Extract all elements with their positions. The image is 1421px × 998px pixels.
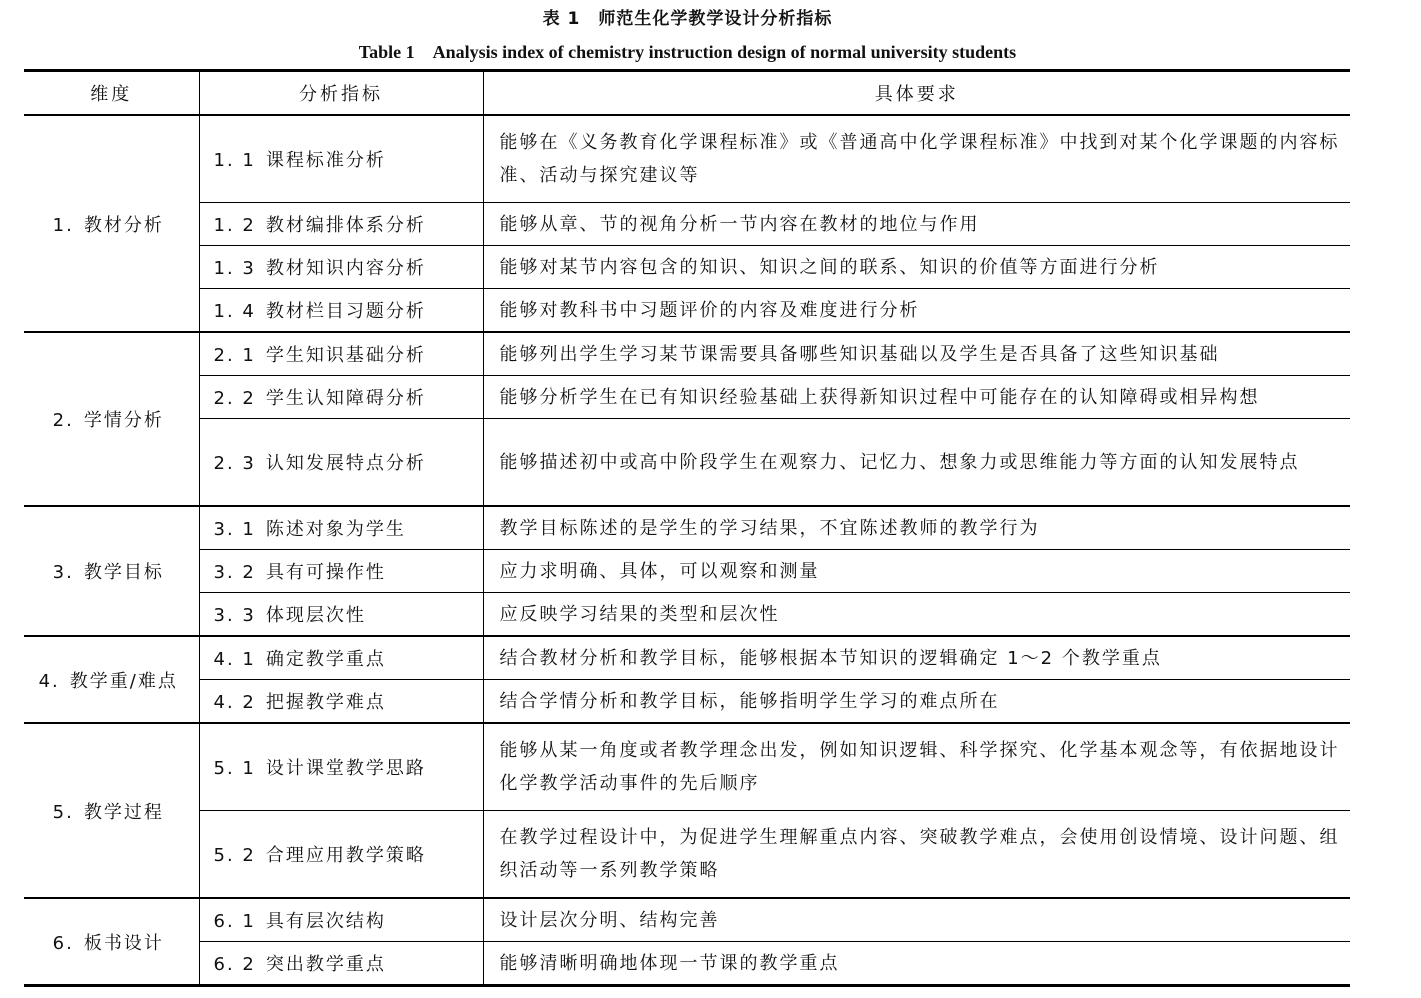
table-row — [24, 898, 1350, 942]
table-row — [24, 680, 1350, 724]
requirement-cell: 能够在《义务教育化学课程标准》或《普通高中化学课程标准》中找到对某个化学课题的内容标准、活动与探究建议等 — [483, 115, 1350, 203]
header-requirement: 具体要求 — [483, 71, 1350, 116]
requirement-cell: 能够清晰明确地体现一节课的教学重点 — [483, 942, 1350, 986]
table-row — [24, 550, 1350, 593]
requirement-cell: 设计层次分明、结构完善 — [483, 898, 1350, 942]
requirement-cell: 结合学情分析和教学目标，能够指明学生学习的难点所在 — [483, 680, 1350, 724]
indicator-cell: 4. 1 确定教学重点 — [199, 636, 483, 680]
table-row — [24, 203, 1350, 246]
indicator-cell: 3. 2 具有可操作性 — [199, 550, 483, 593]
indicator-cell: 6. 1 具有层次结构 — [199, 898, 483, 942]
indicator-cell: 2. 3 认知发展特点分析 — [199, 419, 483, 507]
table-row — [24, 332, 1350, 376]
table-row — [24, 593, 1350, 637]
requirement-cell: 能够描述初中或高中阶段学生在观察力、记忆力、想象力或思维能力等方面的认知发展特点 — [483, 419, 1350, 507]
dimension-cell: 1. 教材分析 — [24, 115, 199, 332]
table-row — [24, 723, 1350, 811]
table-header-row — [24, 71, 1350, 116]
indicator-cell: 2. 2 学生认知障碍分析 — [199, 376, 483, 419]
dimension-cell: 2. 学情分析 — [24, 332, 199, 506]
indicator-cell: 1. 4 教材栏目习题分析 — [199, 289, 483, 333]
indicator-cell: 5. 1 设计课堂教学思路 — [199, 723, 483, 811]
requirement-cell: 能够从章、节的视角分析一节内容在教材的地位与作用 — [483, 203, 1350, 246]
requirement-cell: 应反映学习结果的类型和层次性 — [483, 593, 1350, 637]
requirement-cell: 能够分析学生在已有知识经验基础上获得新知识过程中可能存在的认知障碍或相异构想 — [483, 376, 1350, 419]
indicator-cell: 6. 2 突出教学重点 — [199, 942, 483, 986]
requirement-cell: 能够对某节内容包含的知识、知识之间的联系、知识的价值等方面进行分析 — [483, 246, 1350, 289]
indicator-cell: 3. 1 陈述对象为学生 — [199, 506, 483, 550]
table-caption-en: Table 1 Analysis index of chemistry instruction design of normal university students — [358, 42, 1017, 62]
indicator-cell: 2. 1 学生知识基础分析 — [199, 332, 483, 376]
table-caption-cn: 表 1 师范生化学教学设计分析指标 — [542, 9, 833, 29]
indicator-cell: 5. 2 合理应用教学策略 — [199, 811, 483, 899]
table-row — [24, 506, 1350, 550]
requirement-cell: 教学目标陈述的是学生的学习结果，不宜陈述教师的教学行为 — [483, 506, 1350, 550]
table-row — [24, 115, 1350, 203]
dimension-cell: 4. 教学重/难点 — [24, 636, 199, 723]
requirement-cell: 能够对教科书中习题评价的内容及难度进行分析 — [483, 289, 1350, 333]
dimension-cell: 5. 教学过程 — [24, 723, 199, 898]
analysis-index-table — [24, 69, 1350, 987]
table-row — [24, 811, 1350, 899]
table-row — [24, 419, 1350, 507]
indicator-cell: 3. 3 体现层次性 — [199, 593, 483, 637]
requirement-cell: 能够列出学生学习某节课需要具备哪些知识基础以及学生是否具备了这些知识基础 — [483, 332, 1350, 376]
dimension-cell: 3. 教学目标 — [24, 506, 199, 636]
table-row — [24, 246, 1350, 289]
indicator-cell: 4. 2 把握教学难点 — [199, 680, 483, 724]
indicator-cell: 1. 2 教材编排体系分析 — [199, 203, 483, 246]
requirement-cell: 能够从某一角度或者教学理念出发，例如知识逻辑、科学探究、化学基本观念等，有依据地设计化学教学活动事件的先后顺序 — [483, 723, 1350, 811]
header-dimension: 维度 — [24, 71, 199, 116]
requirement-cell: 应力求明确、具体，可以观察和测量 — [483, 550, 1350, 593]
table-row — [24, 376, 1350, 419]
requirement-cell: 结合教材分析和教学目标，能够根据本节知识的逻辑确定 1～2 个教学重点 — [483, 636, 1350, 680]
indicator-cell: 1. 3 教材知识内容分析 — [199, 246, 483, 289]
indicator-cell: 1. 1 课程标准分析 — [199, 115, 483, 203]
dimension-cell: 6. 板书设计 — [24, 898, 199, 986]
table-row — [24, 289, 1350, 333]
header-indicator: 分析指标 — [199, 71, 483, 116]
table-row — [24, 636, 1350, 680]
requirement-cell: 在教学过程设计中，为促进学生理解重点内容、突破教学难点，会使用创设情境、设计问题、组织活动等一系列教学策略 — [483, 811, 1350, 899]
table-row — [24, 942, 1350, 986]
